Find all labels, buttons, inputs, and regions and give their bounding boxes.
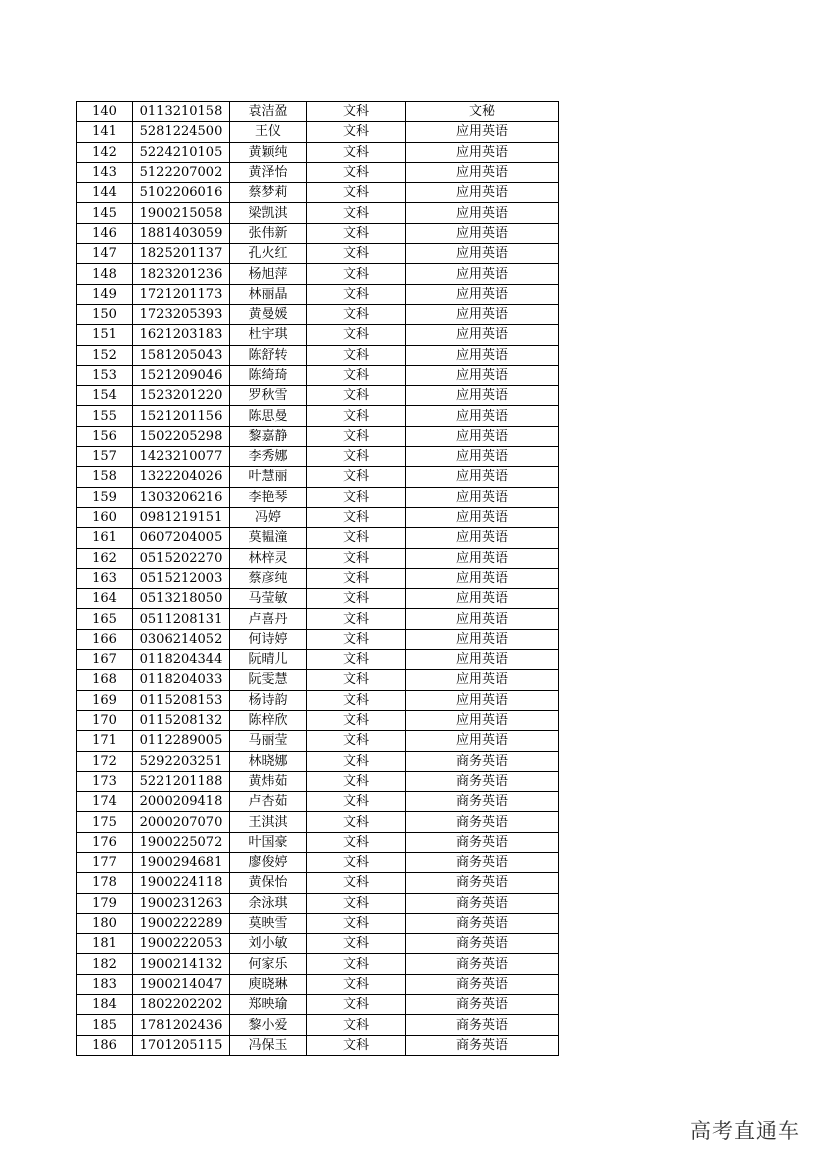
- student-name-cell: 罗秋雪: [230, 386, 307, 406]
- major-cell: 商务英语: [406, 974, 559, 994]
- student-name-cell: 孔火红: [230, 244, 307, 264]
- student-name-cell: 阮雯慧: [230, 670, 307, 690]
- candidate-id-cell: 1423210077: [133, 447, 230, 467]
- student-name-cell: 袁洁盈: [230, 102, 307, 122]
- candidate-id-cell: 2000207070: [133, 812, 230, 832]
- table-row: [77, 609, 559, 629]
- student-name-cell: 王仪: [230, 122, 307, 142]
- row-number-cell: 162: [77, 548, 133, 568]
- student-name-cell: 何诗婷: [230, 629, 307, 649]
- major-cell: 应用英语: [406, 386, 559, 406]
- major-cell: 应用英语: [406, 284, 559, 304]
- student-name-cell: 黄颖纯: [230, 142, 307, 162]
- table-row: [77, 548, 559, 568]
- table-row: [77, 650, 559, 670]
- table-row: [77, 264, 559, 284]
- student-name-cell: 陈舒转: [230, 345, 307, 365]
- student-name-cell: 卢杏茹: [230, 792, 307, 812]
- major-cell: 应用英语: [406, 203, 559, 223]
- candidate-id-cell: 0118204344: [133, 650, 230, 670]
- student-name-cell: 黄曼媛: [230, 304, 307, 324]
- track-cell: 文科: [307, 284, 406, 304]
- row-number-cell: 143: [77, 162, 133, 182]
- track-cell: 文科: [307, 487, 406, 507]
- track-cell: 文科: [307, 710, 406, 730]
- major-cell: 应用英语: [406, 650, 559, 670]
- track-cell: 文科: [307, 203, 406, 223]
- track-cell: 文科: [307, 467, 406, 487]
- major-cell: 应用英语: [406, 365, 559, 385]
- student-name-cell: 叶国豪: [230, 832, 307, 852]
- row-number-cell: 156: [77, 426, 133, 446]
- table-row: [77, 325, 559, 345]
- student-name-cell: 卢喜丹: [230, 609, 307, 629]
- table-row: [77, 954, 559, 974]
- table-row: [77, 528, 559, 548]
- student-name-cell: 杨旭萍: [230, 264, 307, 284]
- student-name-cell: 杜宇琪: [230, 325, 307, 345]
- candidate-id-cell: 0112289005: [133, 731, 230, 751]
- row-number-cell: 153: [77, 365, 133, 385]
- admission-table-body: [77, 102, 559, 1056]
- track-cell: 文科: [307, 122, 406, 142]
- table-row: [77, 771, 559, 791]
- student-name-cell: 蔡彦纯: [230, 568, 307, 588]
- major-cell: 商务英语: [406, 852, 559, 872]
- candidate-id-cell: 0981219151: [133, 507, 230, 527]
- track-cell: 文科: [307, 1035, 406, 1055]
- student-name-cell: 廖俊婷: [230, 852, 307, 872]
- table-row: [77, 1015, 559, 1035]
- student-name-cell: 黄炜茹: [230, 771, 307, 791]
- track-cell: 文科: [307, 913, 406, 933]
- row-number-cell: 164: [77, 589, 133, 609]
- table-row: [77, 1035, 559, 1055]
- major-cell: 商务英语: [406, 893, 559, 913]
- track-cell: 文科: [307, 751, 406, 771]
- track-cell: 文科: [307, 304, 406, 324]
- major-cell: 应用英语: [406, 467, 559, 487]
- table-row: [77, 792, 559, 812]
- table-row: [77, 710, 559, 730]
- row-number-cell: 170: [77, 710, 133, 730]
- major-cell: 应用英语: [406, 244, 559, 264]
- row-number-cell: 141: [77, 122, 133, 142]
- admission-table: [76, 101, 559, 1056]
- candidate-id-cell: 1900231263: [133, 893, 230, 913]
- track-cell: 文科: [307, 934, 406, 954]
- row-number-cell: 184: [77, 995, 133, 1015]
- table-row: [77, 629, 559, 649]
- table-row: [77, 852, 559, 872]
- track-cell: 文科: [307, 244, 406, 264]
- major-cell: 商务英语: [406, 995, 559, 1015]
- major-cell: 应用英语: [406, 325, 559, 345]
- candidate-id-cell: 0118204033: [133, 670, 230, 690]
- candidate-id-cell: 1900222289: [133, 913, 230, 933]
- row-number-cell: 180: [77, 913, 133, 933]
- row-number-cell: 161: [77, 528, 133, 548]
- student-name-cell: 叶慧丽: [230, 467, 307, 487]
- candidate-id-cell: 1881403059: [133, 223, 230, 243]
- candidate-id-cell: 2000209418: [133, 792, 230, 812]
- row-number-cell: 183: [77, 974, 133, 994]
- track-cell: 文科: [307, 1015, 406, 1035]
- candidate-id-cell: 1621203183: [133, 325, 230, 345]
- track-cell: 文科: [307, 873, 406, 893]
- table-row: [77, 223, 559, 243]
- candidate-id-cell: 1523201220: [133, 386, 230, 406]
- candidate-id-cell: 1521201156: [133, 406, 230, 426]
- candidate-id-cell: 1781202436: [133, 1015, 230, 1035]
- row-number-cell: 145: [77, 203, 133, 223]
- candidate-id-cell: 1900215058: [133, 203, 230, 223]
- candidate-id-cell: 1721201173: [133, 284, 230, 304]
- student-name-cell: 黎嘉静: [230, 426, 307, 446]
- row-number-cell: 147: [77, 244, 133, 264]
- candidate-id-cell: 5224210105: [133, 142, 230, 162]
- track-cell: 文科: [307, 568, 406, 588]
- student-name-cell: 何家乐: [230, 954, 307, 974]
- track-cell: 文科: [307, 365, 406, 385]
- row-number-cell: 178: [77, 873, 133, 893]
- row-number-cell: 152: [77, 345, 133, 365]
- table-row: [77, 995, 559, 1015]
- track-cell: 文科: [307, 609, 406, 629]
- track-cell: 文科: [307, 852, 406, 872]
- candidate-id-cell: 5102206016: [133, 183, 230, 203]
- major-cell: 商务英语: [406, 751, 559, 771]
- table-row: [77, 467, 559, 487]
- candidate-id-cell: 1521209046: [133, 365, 230, 385]
- track-cell: 文科: [307, 974, 406, 994]
- track-cell: 文科: [307, 548, 406, 568]
- table-row: [77, 122, 559, 142]
- track-cell: 文科: [307, 386, 406, 406]
- track-cell: 文科: [307, 426, 406, 446]
- track-cell: 文科: [307, 406, 406, 426]
- track-cell: 文科: [307, 507, 406, 527]
- major-cell: 商务英语: [406, 954, 559, 974]
- table-row: [77, 913, 559, 933]
- candidate-id-cell: 1322204026: [133, 467, 230, 487]
- row-number-cell: 182: [77, 954, 133, 974]
- track-cell: 文科: [307, 589, 406, 609]
- row-number-cell: 148: [77, 264, 133, 284]
- row-number-cell: 150: [77, 304, 133, 324]
- student-name-cell: 马丽莹: [230, 731, 307, 751]
- table-row: [77, 670, 559, 690]
- major-cell: 应用英语: [406, 162, 559, 182]
- student-name-cell: 陈思曼: [230, 406, 307, 426]
- candidate-id-cell: 1900225072: [133, 832, 230, 852]
- row-number-cell: 154: [77, 386, 133, 406]
- major-cell: 商务英语: [406, 1015, 559, 1035]
- row-number-cell: 140: [77, 102, 133, 122]
- track-cell: 文科: [307, 954, 406, 974]
- track-cell: 文科: [307, 102, 406, 122]
- major-cell: 应用英语: [406, 487, 559, 507]
- candidate-id-cell: 5281224500: [133, 122, 230, 142]
- table-row: [77, 731, 559, 751]
- track-cell: 文科: [307, 629, 406, 649]
- student-name-cell: 庾晓琳: [230, 974, 307, 994]
- major-cell: 应用英语: [406, 183, 559, 203]
- row-number-cell: 158: [77, 467, 133, 487]
- major-cell: 应用英语: [406, 690, 559, 710]
- table-row: [77, 345, 559, 365]
- student-name-cell: 李秀娜: [230, 447, 307, 467]
- track-cell: 文科: [307, 893, 406, 913]
- student-name-cell: 黎小爱: [230, 1015, 307, 1035]
- major-cell: 商务英语: [406, 1035, 559, 1055]
- row-number-cell: 185: [77, 1015, 133, 1035]
- student-name-cell: 李艳琴: [230, 487, 307, 507]
- major-cell: 应用英语: [406, 426, 559, 446]
- track-cell: 文科: [307, 690, 406, 710]
- candidate-id-cell: 1900222053: [133, 934, 230, 954]
- track-cell: 文科: [307, 223, 406, 243]
- table-row: [77, 365, 559, 385]
- major-cell: 商务英语: [406, 913, 559, 933]
- major-cell: 应用英语: [406, 528, 559, 548]
- candidate-id-cell: 0115208153: [133, 690, 230, 710]
- major-cell: 应用英语: [406, 142, 559, 162]
- student-name-cell: 余泳琪: [230, 893, 307, 913]
- table-row: [77, 974, 559, 994]
- row-number-cell: 176: [77, 832, 133, 852]
- major-cell: 应用英语: [406, 629, 559, 649]
- row-number-cell: 179: [77, 893, 133, 913]
- track-cell: 文科: [307, 792, 406, 812]
- table-row: [77, 751, 559, 771]
- table-row: [77, 568, 559, 588]
- major-cell: 文秘: [406, 102, 559, 122]
- row-number-cell: 151: [77, 325, 133, 345]
- candidate-id-cell: 0607204005: [133, 528, 230, 548]
- candidate-id-cell: 1900224118: [133, 873, 230, 893]
- major-cell: 应用英语: [406, 731, 559, 751]
- candidate-id-cell: 1701205115: [133, 1035, 230, 1055]
- candidate-id-cell: 0115208132: [133, 710, 230, 730]
- student-name-cell: 林晓娜: [230, 751, 307, 771]
- major-cell: 应用英语: [406, 264, 559, 284]
- student-name-cell: 刘小敏: [230, 934, 307, 954]
- row-number-cell: 169: [77, 690, 133, 710]
- row-number-cell: 142: [77, 142, 133, 162]
- row-number-cell: 181: [77, 934, 133, 954]
- table-row: [77, 690, 559, 710]
- row-number-cell: 172: [77, 751, 133, 771]
- table-row: [77, 487, 559, 507]
- table-row: [77, 873, 559, 893]
- track-cell: 文科: [307, 528, 406, 548]
- track-cell: 文科: [307, 650, 406, 670]
- table-row: [77, 893, 559, 913]
- candidate-id-cell: 1303206216: [133, 487, 230, 507]
- major-cell: 商务英语: [406, 873, 559, 893]
- table-row: [77, 832, 559, 852]
- major-cell: 应用英语: [406, 548, 559, 568]
- candidate-id-cell: 5221201188: [133, 771, 230, 791]
- track-cell: 文科: [307, 995, 406, 1015]
- candidate-id-cell: 1900214047: [133, 974, 230, 994]
- row-number-cell: 160: [77, 507, 133, 527]
- table-row: [77, 406, 559, 426]
- major-cell: 商务英语: [406, 832, 559, 852]
- table-row: [77, 426, 559, 446]
- candidate-id-cell: 5292203251: [133, 751, 230, 771]
- candidate-id-cell: 1502205298: [133, 426, 230, 446]
- candidate-id-cell: 0306214052: [133, 629, 230, 649]
- row-number-cell: 186: [77, 1035, 133, 1055]
- row-number-cell: 157: [77, 447, 133, 467]
- student-name-cell: 王淇淇: [230, 812, 307, 832]
- major-cell: 应用英语: [406, 345, 559, 365]
- candidate-id-cell: 5122207002: [133, 162, 230, 182]
- track-cell: 文科: [307, 325, 406, 345]
- student-name-cell: 冯保玉: [230, 1035, 307, 1055]
- table-row: [77, 142, 559, 162]
- track-cell: 文科: [307, 731, 406, 751]
- track-cell: 文科: [307, 670, 406, 690]
- major-cell: 应用英语: [406, 710, 559, 730]
- major-cell: 应用英语: [406, 304, 559, 324]
- row-number-cell: 155: [77, 406, 133, 426]
- table-row: [77, 812, 559, 832]
- table-row: [77, 203, 559, 223]
- row-number-cell: 168: [77, 670, 133, 690]
- candidate-id-cell: 1802202202: [133, 995, 230, 1015]
- student-name-cell: 张伟新: [230, 223, 307, 243]
- row-number-cell: 174: [77, 792, 133, 812]
- row-number-cell: 146: [77, 223, 133, 243]
- track-cell: 文科: [307, 264, 406, 284]
- candidate-id-cell: 1825201137: [133, 244, 230, 264]
- table-row: [77, 386, 559, 406]
- track-cell: 文科: [307, 162, 406, 182]
- row-number-cell: 144: [77, 183, 133, 203]
- candidate-id-cell: 1823201236: [133, 264, 230, 284]
- track-cell: 文科: [307, 771, 406, 791]
- track-cell: 文科: [307, 832, 406, 852]
- major-cell: 商务英语: [406, 934, 559, 954]
- candidate-id-cell: 0513218050: [133, 589, 230, 609]
- track-cell: 文科: [307, 345, 406, 365]
- major-cell: 商务英语: [406, 812, 559, 832]
- track-cell: 文科: [307, 447, 406, 467]
- row-number-cell: 163: [77, 568, 133, 588]
- row-number-cell: 177: [77, 852, 133, 872]
- candidate-id-cell: 0515212003: [133, 568, 230, 588]
- student-name-cell: 阮晴儿: [230, 650, 307, 670]
- major-cell: 应用英语: [406, 223, 559, 243]
- row-number-cell: 149: [77, 284, 133, 304]
- major-cell: 应用英语: [406, 568, 559, 588]
- major-cell: 应用英语: [406, 589, 559, 609]
- student-name-cell: 陈绮琦: [230, 365, 307, 385]
- major-cell: 应用英语: [406, 447, 559, 467]
- row-number-cell: 159: [77, 487, 133, 507]
- major-cell: 应用英语: [406, 609, 559, 629]
- table-row: [77, 244, 559, 264]
- candidate-id-cell: 1723205393: [133, 304, 230, 324]
- table-row: [77, 934, 559, 954]
- table-row: [77, 284, 559, 304]
- row-number-cell: 165: [77, 609, 133, 629]
- student-name-cell: 冯婷: [230, 507, 307, 527]
- major-cell: 应用英语: [406, 406, 559, 426]
- student-name-cell: 黄保怡: [230, 873, 307, 893]
- table-row: [77, 304, 559, 324]
- student-name-cell: 杨诗韵: [230, 690, 307, 710]
- student-name-cell: 莫映雪: [230, 913, 307, 933]
- watermark-text: 高考直通车: [690, 1119, 800, 1143]
- major-cell: 应用英语: [406, 122, 559, 142]
- candidate-id-cell: 1900214132: [133, 954, 230, 974]
- major-cell: 应用英语: [406, 507, 559, 527]
- track-cell: 文科: [307, 142, 406, 162]
- candidate-id-cell: 1900294681: [133, 852, 230, 872]
- student-name-cell: 陈梓欣: [230, 710, 307, 730]
- student-name-cell: 林丽晶: [230, 284, 307, 304]
- table-row: [77, 183, 559, 203]
- student-name-cell: 黄泽怡: [230, 162, 307, 182]
- candidate-id-cell: 0515202270: [133, 548, 230, 568]
- row-number-cell: 175: [77, 812, 133, 832]
- candidate-id-cell: 0113210158: [133, 102, 230, 122]
- student-name-cell: 林梓灵: [230, 548, 307, 568]
- student-name-cell: 马莹敏: [230, 589, 307, 609]
- major-cell: 商务英语: [406, 792, 559, 812]
- table-row: [77, 162, 559, 182]
- major-cell: 商务英语: [406, 771, 559, 791]
- student-name-cell: 莫韫潼: [230, 528, 307, 548]
- candidate-id-cell: 1581205043: [133, 345, 230, 365]
- major-cell: 应用英语: [406, 670, 559, 690]
- table-row: [77, 447, 559, 467]
- student-name-cell: 郑映瑜: [230, 995, 307, 1015]
- table-row: [77, 102, 559, 122]
- row-number-cell: 166: [77, 629, 133, 649]
- row-number-cell: 173: [77, 771, 133, 791]
- student-name-cell: 梁凯淇: [230, 203, 307, 223]
- student-name-cell: 蔡梦莉: [230, 183, 307, 203]
- row-number-cell: 171: [77, 731, 133, 751]
- row-number-cell: 167: [77, 650, 133, 670]
- track-cell: 文科: [307, 812, 406, 832]
- candidate-id-cell: 0511208131: [133, 609, 230, 629]
- table-row: [77, 589, 559, 609]
- track-cell: 文科: [307, 183, 406, 203]
- table-row: [77, 507, 559, 527]
